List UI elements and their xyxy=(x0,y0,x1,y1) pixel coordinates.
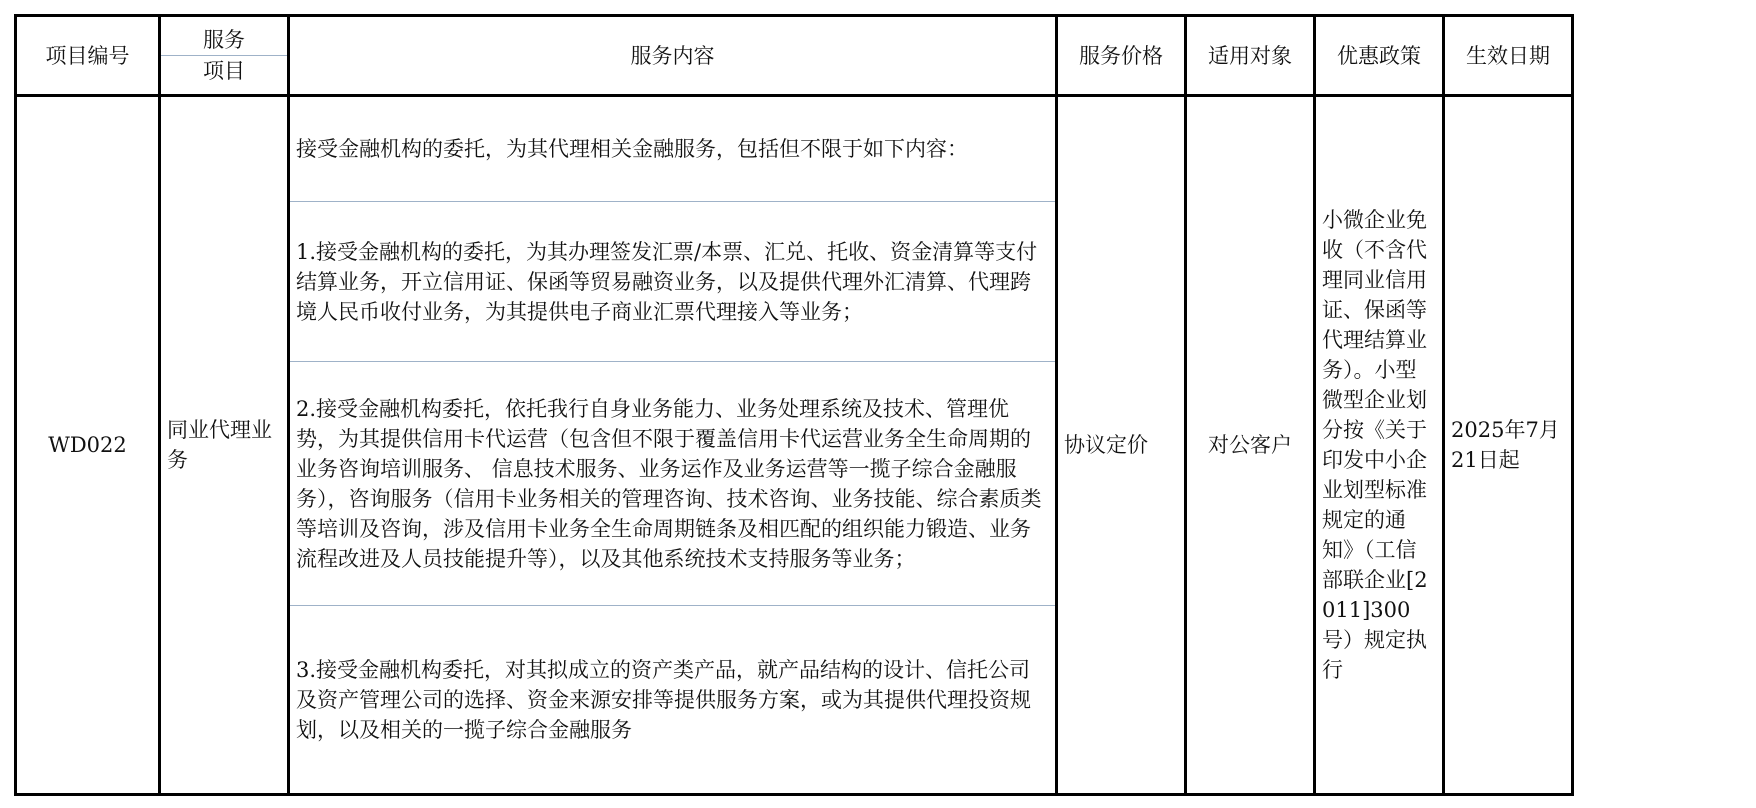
content-item-1: 1.接受金融机构的委托，为其办理签发汇票/本票、汇兑、托收、资金清算等支付结算业务，开立信用证、保函等贸易融资业务，以及提供代理外汇清算、代理跨境人民币收付业务，为其提供电子商业汇票代理接入等业务； xyxy=(290,202,1055,362)
cell-item-no: WD022 xyxy=(16,96,160,795)
cell-price: 协议定价 xyxy=(1057,96,1186,795)
header-row xyxy=(16,16,1573,96)
cell-policy: 小微企业免收（不含代理同业信用证、保函等代理结算业务）。小型微型企业划分按《关于印发中小企业划型标准规定的通知》（工信部联企业[2011]300号）规定执行 xyxy=(1315,96,1444,795)
table-row xyxy=(16,96,1573,795)
content-intro: 接受金融机构的委托，为其代理相关金融服务，包括但不限于如下内容： xyxy=(290,97,1055,202)
header-price: 服务价格 xyxy=(1057,16,1186,96)
fee-table-sheet xyxy=(14,14,1574,796)
cell-content xyxy=(289,96,1057,795)
header-service-item xyxy=(160,16,289,96)
content-item-2: 2.接受金融机构委托，依托我行自身业务能力、业务处理系统及技术、管理优势，为其提供信用卡代运营（包含但不限于覆盖信用卡代运营业务全生命周期的业务咨询培训服务、 信息技术服务、业务运作及业务运营等一揽子综合金融服务），咨询服务（信用卡业务相关的管理咨询、技术咨询、业务技能、综合素质类等培训及咨询，涉及信用卡业务全生命周期链条及相匹配的组织能力锻造、业务流程改进及人员技能提升等），以及其他系统技术支持服务等业务； xyxy=(290,362,1055,606)
header-policy: 优惠政策 xyxy=(1315,16,1444,96)
content-item-3: 3.接受金融机构委托，对其拟成立的资产类产品，就产品结构的设计、信托公司及资产管理公司的选择、资金来源安排等提供服务方案，或为其提供代理投资规划，以及相关的一揽子综合金融服务 xyxy=(296,657,1031,742)
header-target: 适用对象 xyxy=(1186,16,1315,96)
header-effective-date: 生效日期 xyxy=(1444,16,1573,96)
header-content: 服务内容 xyxy=(289,16,1057,96)
cell-service: 同业代理业务 xyxy=(160,96,289,795)
header-item-no: 项目编号 xyxy=(16,16,160,96)
cell-effective-date: 2025年7月21日起 xyxy=(1444,96,1573,795)
service-fee-table xyxy=(14,14,1574,796)
cell-target: 对公客户 xyxy=(1186,96,1315,795)
header-service-top: 服务 xyxy=(161,25,287,56)
header-service-bottom: 项目 xyxy=(203,59,245,83)
